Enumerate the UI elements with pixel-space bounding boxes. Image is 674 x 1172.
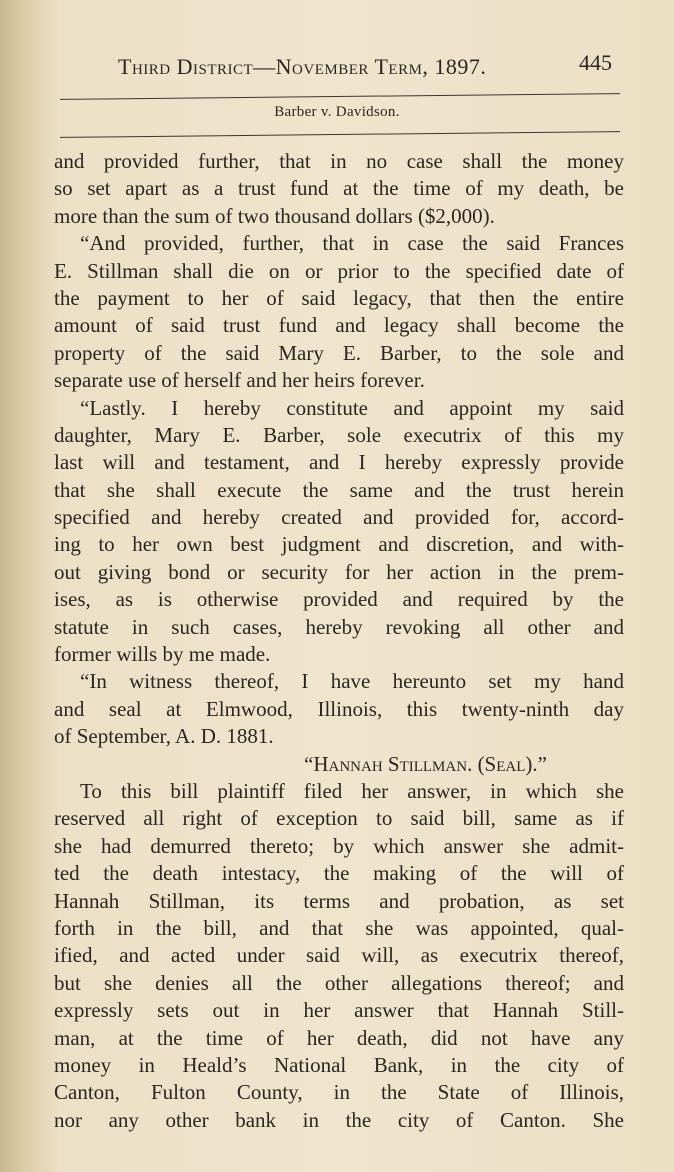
text-line: property of the said Mary E. Barber, to the sole and	[54, 340, 624, 365]
text-line: but she denies all the other allegations thereof; and	[54, 970, 624, 995]
text-line: she had demurred thereto; by which answer she admit-	[54, 833, 624, 858]
text-line: man, at the time of her death, did not have any	[54, 1025, 624, 1050]
text-line: nor any other bank in the city of Canton. She	[54, 1107, 624, 1132]
text-line: that she shall execute the same and the trust herein	[54, 477, 624, 502]
text-line: reserved all right of exception to said bill, same as if	[54, 806, 624, 831]
text-line: statute in such cases, hereby revoking all other and	[54, 614, 624, 639]
text-line: ted the death intestacy, the making of the will of	[54, 861, 624, 886]
text-line: amount of said trust fund and legacy shall become the	[54, 313, 624, 338]
text-line: “Lastly. I hereby constitute and appoint my said	[80, 395, 624, 420]
text-line: Hannah Stillman, its terms and probation, as set	[54, 888, 624, 913]
page-header	[118, 48, 618, 82]
text-line: E. Stillman shall die on or prior to the specified date of	[54, 258, 624, 283]
body-text	[54, 148, 624, 1134]
text-line: and provided further, that in no case shall the money	[54, 149, 624, 173]
text-line: last will and testament, and I hereby expressly provide	[54, 450, 624, 475]
text-line: To this bill plaintiff filed her answer, in which she	[80, 778, 624, 803]
running-head: Third District—November Term, 1897.	[118, 54, 487, 79]
text-line: more than the sum of two thousand dollars ($2,000).	[54, 203, 495, 228]
text-line: money in Heald’s National Bank, in the city of	[54, 1052, 624, 1077]
text-line: ing to her own best judgment and discretion, and with-	[54, 532, 624, 557]
text-line: so set apart as a trust fund at the time of my death, be	[54, 176, 624, 201]
text-line: expressly sets out in her answer that Hannah Still-	[54, 998, 624, 1023]
case-name: Barber v. Davidson.	[274, 104, 400, 120]
text-line: “In witness thereof, I have hereunto set my hand	[80, 669, 624, 694]
text-line: “And provided, further, that in case the said Frances	[80, 231, 624, 256]
case-name-rule	[60, 131, 620, 138]
text-line: ified, and acted under said will, as executrix thereof,	[54, 943, 624, 968]
text-line: forth in the bill, and that she was appointed, qual-	[54, 915, 624, 940]
text-line: and seal at Elmwood, Illinois, this twenty-ninth day	[54, 696, 624, 721]
text-line: ises, as is otherwise provided and required by the	[54, 587, 624, 612]
text-line: Canton, Fulton County, in the State of Illinois,	[54, 1080, 624, 1105]
text-line: specified and hereby created and provided for, accord-	[54, 505, 624, 530]
signature-line: “Hannah Stillman. (Seal).”	[304, 751, 547, 776]
text-line: the payment to her of said legacy, that then the entire	[54, 285, 624, 310]
page-number: 445	[579, 50, 612, 75]
text-line: separate use of herself and her heirs forever.	[54, 368, 425, 393]
text-line: out giving bond or security for her action in the prem-	[54, 559, 624, 584]
header-rule	[60, 93, 620, 100]
text-line: former wills by me made.	[54, 642, 271, 667]
text-line: of September, A. D. 1881.	[54, 724, 274, 749]
text-line: daughter, Mary E. Barber, sole executrix of this my	[54, 422, 624, 447]
